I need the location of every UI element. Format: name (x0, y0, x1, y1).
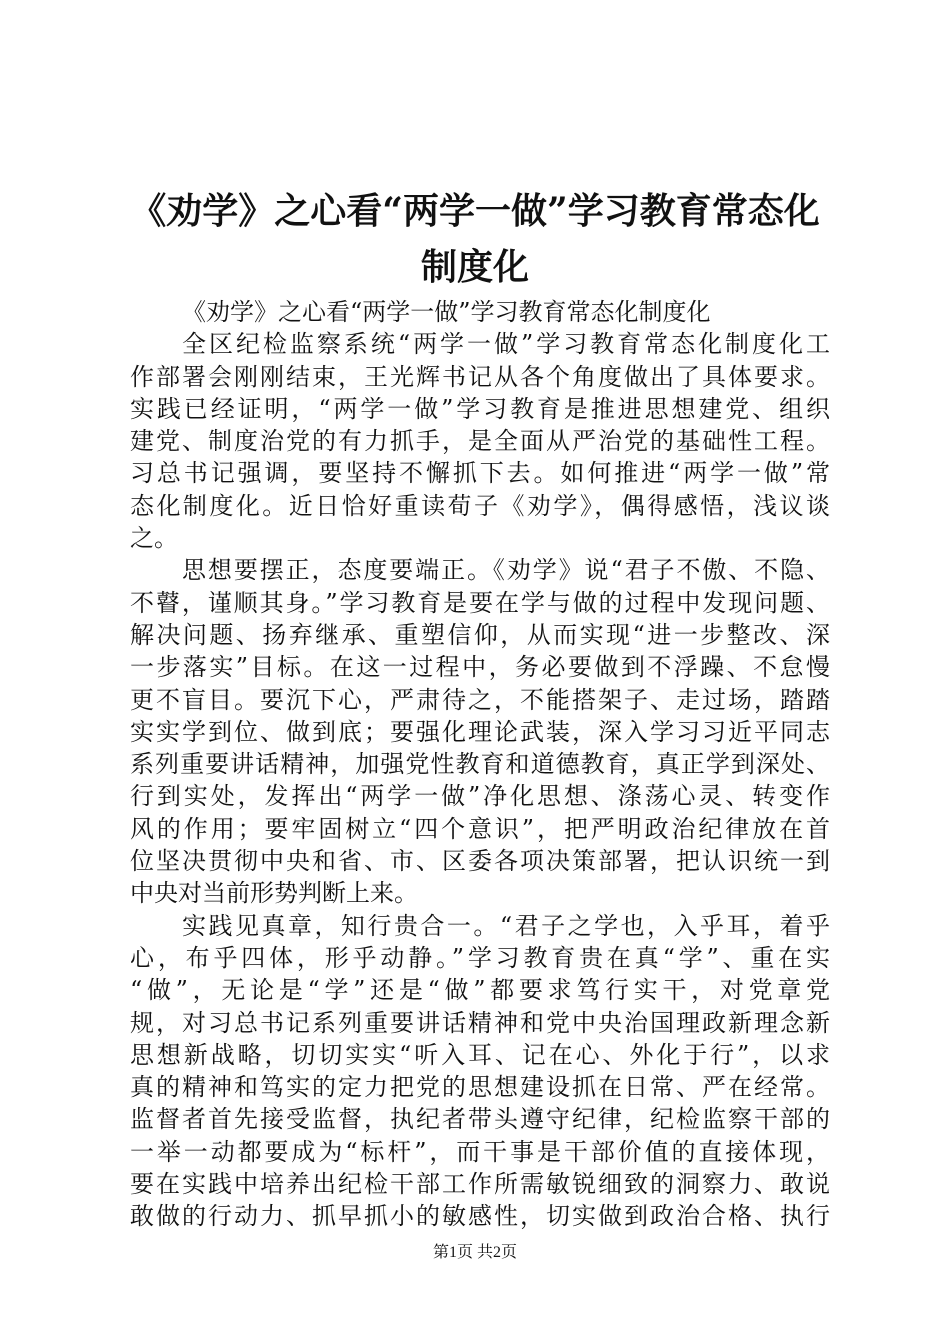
page-footer: 第1页 共2页 (432, 1244, 517, 1261)
body-text-line: 《劝学》之心看“两学一做”学习教育常态化制度化 (182, 298, 711, 326)
body-text-line: 系列重要讲话精神，加强党性教育和道德教育，真正学到深处、 (130, 750, 830, 779)
body-text-line: 监督者首先接受监督，执纪者带头遵守纪律，纪检监察干部的 (130, 1105, 830, 1134)
document-body (130, 296, 830, 1233)
body-text-line: 习总书记强调，要坚持不懈抓下去。如何推进“两学一做”常 (130, 459, 830, 488)
body-text-line: 态化制度化。近日恰好重读荀子《劝学》，偶得感悟，浅议谈 (130, 491, 830, 520)
body-text-line: 中央对当前形势判断上来。 (130, 879, 418, 908)
body-text-line: 位坚决贯彻中央和省、市、区委各项决策部署，把认识统一到 (130, 847, 830, 876)
body-text-line: 一举一动都要成为“标杆”，而干事是干部价值的直接体现， (130, 1137, 830, 1166)
body-text-line: 真的精神和笃实的定力把党的思想建设抓在日常、严在经常。 (130, 1073, 830, 1102)
body-text-line: 思想要摆正，态度要端正。《劝学》说“君子不傲、不隐、 (182, 556, 830, 585)
body-text-line: 作部署会刚刚结束，王光辉书记从各个角度做出了具体要求。 (130, 362, 830, 391)
body-text-line: 之。 (130, 524, 178, 553)
document-title-line-1: 《劝学》之心看“两学一做”学习教育常态化 (130, 190, 820, 232)
body-text-line: “做”，无论是“学”还是“做”都要求笃行实干，对党章党 (130, 976, 830, 1005)
body-text-line: 思想新战略，切切实实“听入耳、记在心、外化于行”，以求 (130, 1040, 830, 1069)
body-text-line: 敢做的行动力、抓早抓小的敏感性，切实做到政治合格、执行 (130, 1202, 830, 1231)
body-text-line: 要在实践中培养出纪检干部工作所需敏锐细致的洞察力、敢说 (130, 1170, 830, 1199)
body-text-line: 不瞽，谨顺其身。”学习教育是要在学与做的过程中发现问题、 (130, 588, 830, 617)
body-text-line: 行到实处，发挥出“两学一做”净化思想、涤荡心灵、转变作 (130, 782, 830, 811)
body-text-line: 更不盲目。要沉下心，严肃待之，不能搭架子、走过场，踏踏 (130, 685, 830, 714)
body-text-line: 风的作用；要牢固树立“四个意识”，把严明政治纪律放在首 (130, 814, 830, 843)
body-text-line: 心，布乎四体，形乎动静。”学习教育贵在真“学”、重在实 (130, 943, 830, 972)
document-title-line-2: 制度化 (420, 246, 529, 288)
body-text-line: 实实学到位、做到底；要强化理论武装，深入学习习近平同志 (130, 717, 830, 746)
body-text-line: 建党、制度治党的有力抓手，是全面从严治党的基础性工程。 (130, 427, 830, 456)
body-text-line: 解决问题、扬弃继承、重塑信仰，从而实现“进一步整改、深 (130, 620, 830, 649)
body-text-line: 全区纪检监察系统“两学一做”学习教育常态化制度化工 (182, 330, 830, 359)
body-text-line: 一步落实”目标。在这一过程中，务必要做到不浮躁、不怠慢 (130, 653, 830, 682)
body-text-line: 实践已经证明，“两学一做”学习教育是推进思想建党、组织 (130, 394, 830, 423)
body-text-line: 实践见真章，知行贵合一。“君子之学也，入乎耳，着乎 (182, 911, 830, 940)
body-text-line: 规，对习总书记系列重要讲话精神和党中央治国理政新理念新 (130, 1008, 830, 1037)
